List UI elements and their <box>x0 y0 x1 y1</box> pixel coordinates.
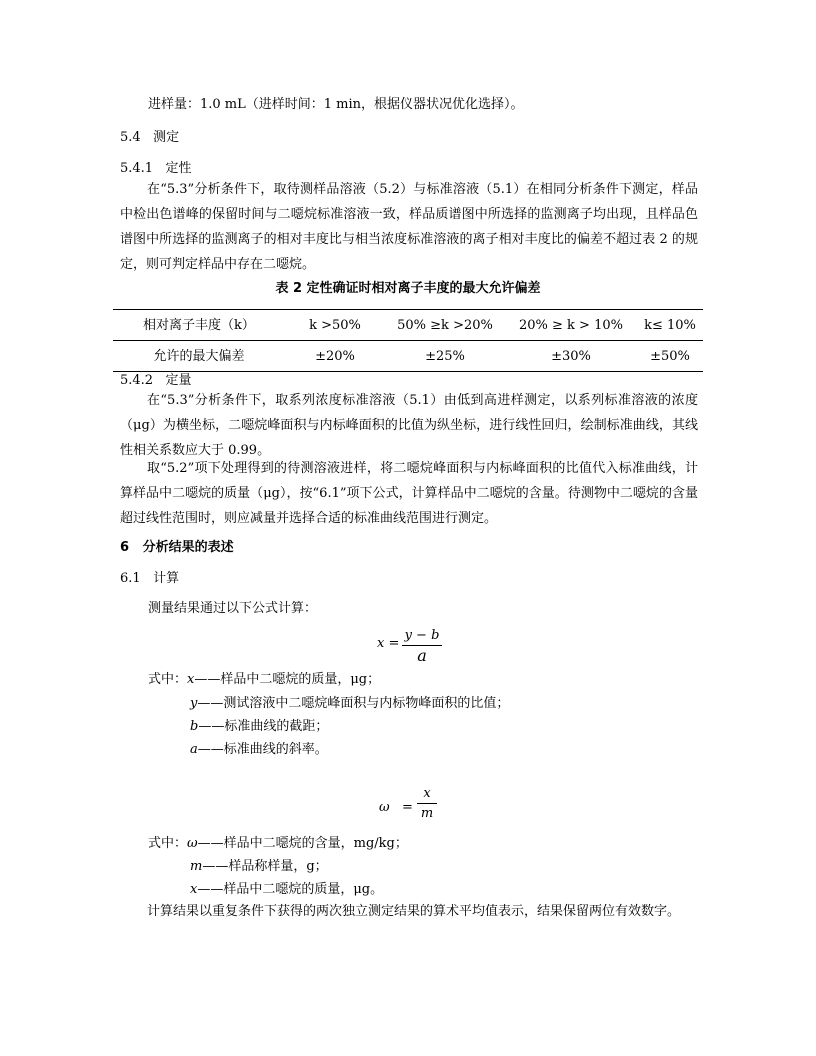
table-header-cell: k≤ 10% <box>637 310 703 341</box>
where-variable: x <box>190 882 198 897</box>
section-number: 6 <box>120 540 130 555</box>
table-caption: 表 2 定性确证时相对离子丰度的最大允许偏差 <box>275 281 541 296</box>
table-header-cell: 相对离子丰度（k） <box>113 310 285 341</box>
fraction-numerator: x <box>423 786 431 801</box>
table-cell: ±20% <box>285 341 385 372</box>
table-cell: ±30% <box>505 341 637 372</box>
table-header-row <box>113 310 703 341</box>
where-description: ——标准曲线的截距； <box>198 719 329 734</box>
table-header-cell: k >50% <box>285 310 385 341</box>
section-6-heading <box>120 535 234 560</box>
formula-variable: ω <box>379 800 390 815</box>
section-title: 分析结果的表述 <box>142 540 234 555</box>
formula-1-fraction <box>402 627 442 666</box>
where-2-line-2 <box>190 854 328 879</box>
where-1-line-3 <box>190 714 328 739</box>
section-6-1-heading <box>120 566 179 591</box>
where-variable: ω <box>187 836 198 851</box>
table-cell: 允许的最大偏差 <box>113 341 285 372</box>
paragraph-closing: 计算结果以重复条件下获得的两次独立测定结果的算术平均值表示，结果保留两位有效数字。 <box>147 904 681 919</box>
where-description: ——测试溶液中二噁烷峰面积与内标物峰面积的比值； <box>197 696 510 711</box>
where-description: ——样品中二噁烷的质量，μg； <box>194 672 381 687</box>
paragraph-quantitative-1: 在“5.3”分析条件下，取系列浓度标准溶液（5.1）由低到高进样测定，以系列标准溶液的浓度（μg）为横坐标，二噁烷峰面积与内标峰面积的比值为纵坐标，进行线性回归，绘制标准曲线，其线性相关系数应大于 0.99。 <box>120 393 698 458</box>
section-5-4-heading <box>120 125 179 150</box>
section-number: 6.1 <box>120 571 141 586</box>
section-title: 定量 <box>165 373 192 388</box>
where-description: ——样品中二噁烷的含量，mg/kg； <box>197 836 408 851</box>
paragraph-qualitative: 在“5.3”分析条件下，取待测样品溶液（5.2）与标准溶液（5.1）在相同分析条件下测定，样品中检出色谱峰的保留时间与二噁烷标准溶液一致，样品质谱图中所选择的监测离子均出现，且样品色谱图中所选择的监测离子的相对丰度比与相当浓度标准溶液的离子相对丰度比的偏差不超过表 2 的规定，则可判定样品中存在二噁烷。 <box>120 182 698 272</box>
formula-intro: 测量结果通过以下公式计算： <box>148 601 318 616</box>
table-header-cell: 50% ≥k >20% <box>385 310 505 341</box>
section-title: 测定 <box>153 130 180 145</box>
section-title: 定性 <box>165 161 192 176</box>
section-number: 5.4.2 <box>120 373 154 388</box>
section-title: 计算 <box>153 571 180 586</box>
formula-1-lhs <box>377 631 399 656</box>
where-1-line-2 <box>190 691 509 716</box>
fraction-numerator: y − b <box>404 628 440 643</box>
where-variable: a <box>190 742 198 757</box>
where-1-line-4 <box>190 737 328 762</box>
where-label: 式中： <box>148 836 188 851</box>
where-variable: b <box>190 719 199 734</box>
table-cell: ±25% <box>385 341 505 372</box>
section-number: 5.4.1 <box>120 161 154 176</box>
table-cell: ±50% <box>637 341 703 372</box>
formula-2-fraction <box>417 785 437 824</box>
where-label: 式中： <box>148 672 188 687</box>
paragraph-quantitative-2: 取“5.2”项下处理得到的待测溶液进样，将二噁烷峰面积与内标峰面积的比值代入标准曲线，计算样品中二噁烷的质量（μg），按“6.1”项下公式，计算样品中二噁烷的含量。待测物中二噁烷的含量超过线性范围时，则应减量并选择合适的标准曲线范围进行测定。 <box>120 461 698 526</box>
where-description: ——样品中二噁烷的质量，μg。 <box>197 882 384 897</box>
fraction-denominator: m <box>420 806 434 821</box>
fraction-denominator: a <box>417 646 427 665</box>
where-variable: m <box>190 859 203 874</box>
intro-line: 进样量：1.0 mL（进样时间：1 min，根据仪器状况优化选择）。 <box>148 97 524 112</box>
formula-2-lhs <box>379 795 413 820</box>
where-2-line-1 <box>148 831 408 856</box>
table-header-cell: 20% ≥ k > 10% <box>505 310 637 341</box>
deviation-table <box>113 309 703 372</box>
where-description: ——标准曲线的斜率。 <box>197 742 328 757</box>
where-1-line-1 <box>148 667 380 692</box>
where-variable: x <box>187 672 195 687</box>
where-variable: y <box>190 696 198 711</box>
formula-variable: x <box>377 636 385 651</box>
where-description: ——样品称样量，g； <box>202 859 328 874</box>
equals-sign: = <box>402 800 413 815</box>
equals-sign: = <box>388 636 400 651</box>
section-number: 5.4 <box>120 130 141 145</box>
table-row <box>113 341 703 372</box>
